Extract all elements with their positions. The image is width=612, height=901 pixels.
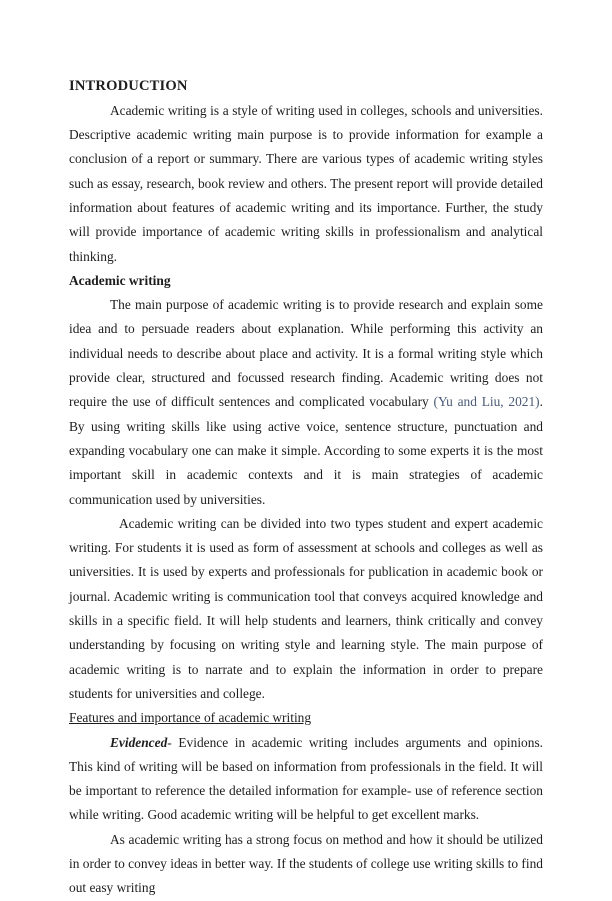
paragraph-academic-writing-1 (69, 293, 543, 512)
paragraph-academic-writing-2: Academic writing can be divided into two types student and expert academic writing. For students it is used as form of assessment at schools and colleges as well as universities. It is used by experts and professionals for publication in academic book or journal. Academic writing is communication tool that conveys acquired knowledge and skills in a specific field. It will help students and learners, think critically and convey understanding by focusing on writing style and learning style. The main purpose of academic writing is to narrate and to explain the information in order to prepare students for universities and college. (69, 515, 543, 701)
document-body (69, 74, 543, 901)
paragraph-features-1-text: Evidence in academic writing includes arguments and opinions. This kind of writing will be based on information from professionals in the field. It will be important to reference the detailed information for example- use of reference section while writing. Good academic writing will be helpful to get excellent marks. (69, 734, 544, 823)
paragraph-text-before-citation: The main purpose of academic writing is to provide research and explain some idea and to persuade readers about explanation. While performing this activity an individual needs to describe about place and activity. It is a formal writing style which provide clear, structured and focussed research finding. Academic writing does not require the use of difficult sentences and complicated vocabulary (69, 297, 543, 410)
heading-academic-writing: Academic writing (69, 272, 171, 288)
paragraph-intro-1: Academic writing is a style of writing used in colleges, schools and universities. Descriptive academic writing main purpose is to provide information for example a conclusion of a report or summary. There are various types of academic writing styles such as essay, research, book review and others. The present report will provide detailed information about features of academic writing and its importance. Further, the study will provide importance of academic writing skills in professionalism and analytical thinking. (69, 102, 543, 264)
lead-term-evidenced: Evidenced (110, 734, 168, 750)
lead-separator: - (167, 734, 179, 750)
paragraph-text-after-citation: . By using writing skills like using active voice, sentence structure, punctuation and expanding vocabulary one can make it simple. According to some experts it is the most important skill in academic contexts and it is main strategies of academic communication used by universities. (69, 394, 543, 507)
heading-features-importance: Features and importance of academic writing (69, 710, 312, 726)
citation-yu-liu-2021: (Yu and Liu, 2021) (433, 394, 540, 410)
paragraph-features-1 (69, 731, 543, 828)
paragraph-features-2: As academic writing has a strong focus on method and how it should be utilized in order to convey ideas in better way. If the students of college use writing skills to find out easy writing (69, 831, 543, 896)
heading-introduction: INTRODUCTION (69, 78, 188, 94)
